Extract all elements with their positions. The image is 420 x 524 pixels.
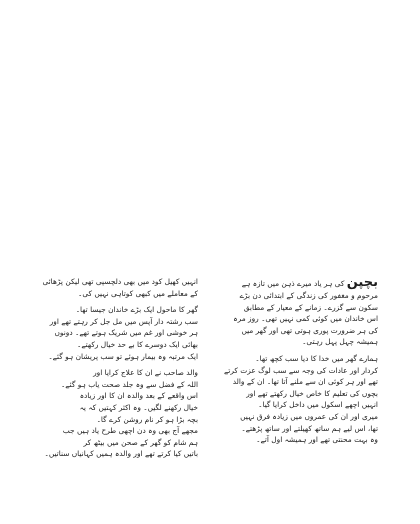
text-line: اس واقعے کے بعد والدہ ان کا اور زیادہ xyxy=(79,391,198,401)
text-line: انہیں کھیل کود میں بھی دلچسپی تھی لیکن پڑھائی xyxy=(42,277,198,286)
text-line: سکون سے گزرے۔ زمانے کے معیار کے مطابق xyxy=(243,302,378,312)
heading-word: بچپن xyxy=(346,276,378,290)
text-line: بھائی ایک دوسرے کا بے حد خیال رکھتے۔ xyxy=(77,339,198,349)
text-line: ہم شام کو گھر کے صحن میں بیٹھ کر xyxy=(83,437,198,447)
text-line: گھر کا ماحول ایک بڑے خاندان جیسا تھا۔ xyxy=(75,305,198,315)
text-line: اللہ کے فضل سے وہ جلد صحت یاب ہو گئے۔ xyxy=(60,379,198,389)
text-line: تھے اور ہر کوئی ان سے ملنے آتا تھا۔ ان کے والد xyxy=(232,377,378,387)
text-line: اس خاندان میں کوئی کمی نہیں تھی۔ روز مرہ xyxy=(233,314,378,324)
text-line: ایک مرتبہ وہ بیمار ہوئے تو سب پریشان ہو گئے۔ xyxy=(48,351,198,361)
text-line: انہیں اچھے اسکول میں داخل کرایا گیا۔ xyxy=(258,400,378,410)
text-line: وہ بہت محنتی تھے اور ہمیشہ اول آتے۔ xyxy=(256,435,378,445)
text-line: باتیں کیا کرتے تھے اور والدہ ہمیں کہانیاں سناتیں۔ xyxy=(44,449,198,459)
right-column xyxy=(204,276,378,446)
heading-rest: کی ہر یاد میرے ذہن میں تازہ ہے xyxy=(241,279,345,288)
text-line: کے معاملے میں کبھی کوتاہی نہیں کی۔ xyxy=(78,288,198,298)
text-line: میری اور ان کی عمروں میں زیادہ فرق نہیں xyxy=(240,411,378,421)
text-line: خیال رکھنے لگیں۔ وہ اکثر کہتیں کہ یہ xyxy=(79,402,198,412)
text-line: بچوں کی تعلیم کا خاص خیال رکھتے تھے اور xyxy=(246,388,378,398)
text-line: کردار اور عادات کی وجہ سے سب لوگ عزت کرتے xyxy=(223,365,378,375)
text-line: کی ہر ضرورت پوری ہوتی تھی اور گھر میں xyxy=(241,325,378,335)
text-line: ہمیشہ چہل پہل رہتی۔ xyxy=(302,337,378,347)
text-line: مرحوم و مغفور کی زندگی کے ابتدائی دن بڑے xyxy=(239,291,378,300)
text-line: بچہ بڑا ہو کر نام روشن کرے گا۔ xyxy=(96,414,198,424)
section-heading xyxy=(204,276,378,290)
text-line: سب رشتہ دار آپس میں مل جل کر رہتے تھے اور xyxy=(49,316,198,326)
text-line: مجھے آج بھی وہ دن اچھی طرح یاد ہیں جب xyxy=(62,426,198,436)
text-line: والد صاحب نے ان کا علاج کرایا اور xyxy=(93,368,198,378)
left-column xyxy=(42,276,198,460)
text-line: تھا، اس لیے ہم ساتھ کھیلتے اور ساتھ پڑھتے۔ xyxy=(241,423,378,433)
text-line: ہر خوشی اور غم میں شریک ہوتے تھے۔ دونوں xyxy=(54,328,198,338)
text-line: ہمارے گھر میں خدا کا دیا سب کچھ تھا۔ xyxy=(255,353,378,363)
